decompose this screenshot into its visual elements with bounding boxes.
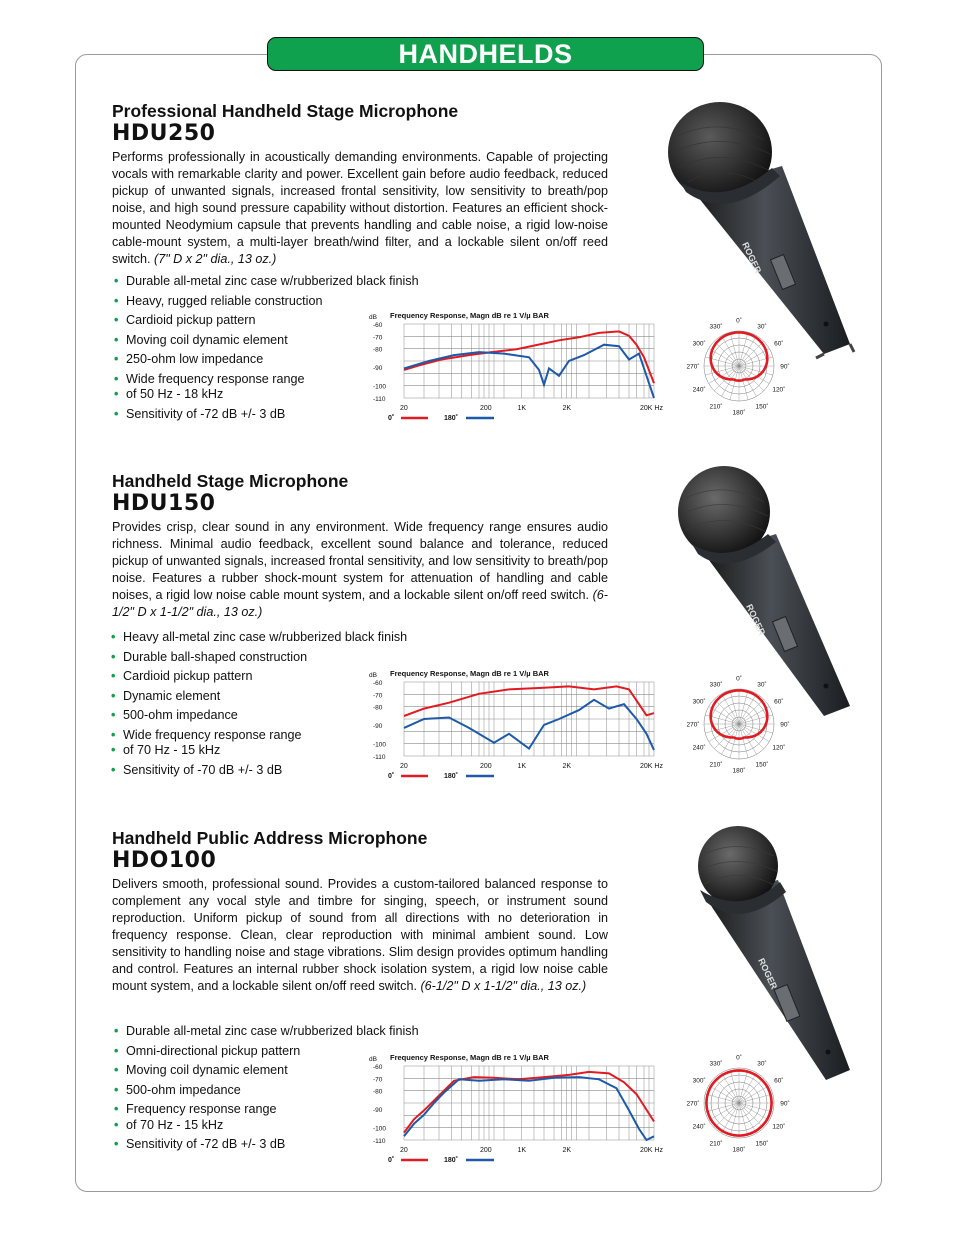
polar-angle-label: 30˚	[757, 323, 767, 331]
chart-y-tick-label: -70	[373, 1076, 383, 1084]
product-dimensions: (7" D x 2" dia., 13 oz.)	[154, 252, 277, 266]
feature-item: • 500-ohm impedance	[111, 708, 407, 724]
chart-y-tick-label: -80	[373, 704, 383, 712]
chart-y-tick-label: -60	[373, 322, 383, 329]
polar-angle-label: 30˚	[757, 1060, 767, 1068]
polar-angle-label: 0˚	[736, 317, 742, 325]
polar-angle-label: 150˚	[755, 403, 769, 411]
chart-x-tick-label: 20K Hz	[640, 763, 663, 770]
chart-x-tick-label: 20K Hz	[640, 405, 663, 412]
feature-item: • Sensitivity of -70 dB +/- 3 dB	[111, 763, 407, 779]
product-model: HDO100	[112, 848, 217, 873]
chart-title: Frequency Response, Magn dB re 1 V/µ BAR	[390, 1053, 549, 1062]
polar-angle-label: 120˚	[772, 1123, 786, 1131]
mic-brand-label: ROGER	[740, 240, 764, 275]
feature-item: • 250-ohm low impedance	[114, 352, 419, 368]
chart-unit-label: dB	[369, 314, 377, 321]
chart-x-tick-label: 2K	[562, 763, 572, 770]
chart-y-tick-label: -100	[373, 383, 387, 391]
feature-item-cont: • of 70 Hz - 15 kHz	[111, 743, 407, 759]
product-model: HDU250	[112, 121, 216, 146]
chart-y-tick-label: -110	[373, 754, 386, 761]
microphone-image	[676, 820, 866, 1082]
polar-angle-label: 240˚	[692, 744, 706, 752]
feature-item: • Heavy all-metal zinc case w/rubberized black finish	[111, 630, 407, 646]
polar-angle-label: 210˚	[709, 403, 723, 411]
feature-item: • 500-ohm impedance	[114, 1083, 419, 1099]
feature-item-cont: • of 70 Hz - 15 kHz	[114, 1118, 419, 1134]
polar-angle-label: 240˚	[692, 1123, 706, 1131]
polar-angle-label: 180˚	[732, 409, 746, 417]
product-description: Performs professionally in acoustically demanding environments. Capable of projecting vocals with remarkable clarity and power. Excellent gain before audio feedback, reduced pickup of unwanted signals, increased frontal sensitivity, low sensitivity to breath/pop noise, and high sound pressure capability without distortion. Features an efficient shock-mounted Neodymium capsule that prevents handling and cable noise, a rigid low-noise cable-mount system, a multi-layer breath/wind filter, and a lockable silent on/off reed switch. (7" D x 2" dia., 13 oz.)	[112, 150, 608, 266]
microphone-image	[664, 96, 860, 358]
chart-legend-label: 0˚	[388, 1157, 395, 1164]
feature-item: • Cardioid pickup pattern	[114, 313, 419, 329]
chart-unit-label: dB	[369, 672, 377, 679]
polar-angle-label: 180˚	[732, 767, 746, 775]
product-subtitle: Handheld Public Address Microphone	[112, 828, 428, 848]
polar-angle-label: 60˚	[774, 1077, 784, 1085]
chart-y-tick-label: -110	[373, 396, 386, 403]
chart-series-rear	[404, 700, 654, 750]
chart-unit-label: dB	[369, 1056, 377, 1063]
feature-item: • Durable ball-shaped construction	[111, 650, 407, 666]
chart-legend-label: 0˚	[388, 415, 395, 422]
chart-y-tick-label: -90	[373, 1107, 383, 1115]
chart-y-tick-label: -70	[373, 334, 383, 342]
section-banner: HANDHELDS	[267, 37, 704, 71]
product-dimensions: (6-1/2" D x 1-1/2" dia., 13 oz.)	[112, 588, 608, 619]
chart-title: Frequency Response, Magn dB re 1 V/µ BAR	[390, 311, 549, 320]
chart-x-tick-label: 200	[480, 763, 492, 770]
feature-item: • Wide frequency response range	[111, 728, 407, 744]
product-dimensions: (6-1/2" D x 1-1/2" dia., 13 oz.)	[420, 979, 587, 993]
chart-legend-label: 0˚	[388, 773, 395, 780]
chart-series-front	[404, 686, 654, 716]
product-model: HDU150	[112, 491, 216, 516]
chart-y-tick-label: -100	[373, 741, 387, 749]
microphone-image	[668, 456, 864, 718]
chart-y-tick-label: -60	[373, 1064, 383, 1071]
chart-title: Frequency Response, Magn dB re 1 V/µ BAR	[390, 669, 549, 678]
polar-angle-label: 150˚	[755, 1140, 769, 1148]
product-hdo100	[112, 828, 612, 995]
product-subtitle: Professional Handheld Stage Microphone	[112, 101, 459, 121]
polar-angle-label: 240˚	[692, 386, 706, 394]
chart-y-tick-label: -80	[373, 346, 383, 354]
chart-legend-label: 180˚	[444, 415, 459, 422]
chart-x-tick-label: 20	[400, 405, 408, 412]
polar-angle-label: 330˚	[709, 681, 723, 689]
polar-angle-label: 0˚	[736, 675, 742, 683]
feature-list	[111, 630, 407, 778]
polar-angle-label: 120˚	[772, 744, 786, 752]
feature-item: • Moving coil dynamic element	[114, 333, 419, 349]
feature-item: • Omni-directional pickup pattern	[114, 1044, 419, 1060]
chart-y-tick-label: -70	[373, 692, 383, 700]
chart-x-tick-label: 20K Hz	[640, 1147, 663, 1154]
polar-angle-label: 90˚	[780, 721, 790, 729]
polar-angle-label: 120˚	[772, 386, 786, 394]
product-hdu250	[112, 101, 612, 268]
product-description: Delivers smooth, professional sound. Provides a custom-tailored balanced response to complement any vocal style and timbre for singing, speech, or instrument sound reproduction. Uniform pickup of sound from all directions with no deterioration in frequency response. Clean, clear reproduction with minimal ambient sound. Low sensitivity to handling noise and stage vibrations. Slim design provides optimum handling and control. Features an internal rubber shock isolation system, a rigid low noise cable mount system, and a lockable silent on/off reed switch. (6-1/2" D x 1-1/2" dia., 13 oz.)	[112, 877, 608, 993]
chart-x-tick-label: 1K	[517, 763, 527, 770]
chart-legend-label: 180˚	[444, 1157, 459, 1164]
polar-angle-label: 210˚	[709, 1140, 723, 1148]
polar-angle-label: 270˚	[686, 721, 700, 729]
frequency-response-chart	[368, 666, 663, 782]
feature-item: • Durable all-metal zinc case w/rubberized black finish	[114, 1024, 419, 1040]
chart-y-tick-label: -80	[373, 1088, 383, 1096]
frequency-response-chart	[368, 1050, 663, 1166]
mic-brand-label: ROGER	[744, 602, 768, 637]
polar-angle-label: 300˚	[692, 698, 706, 706]
chart-y-tick-label: -90	[373, 365, 383, 373]
polar-angle-label: 90˚	[780, 363, 790, 371]
chart-x-tick-label: 1K	[517, 405, 527, 412]
polar-angle-label: 150˚	[755, 761, 769, 769]
polar-angle-label: 330˚	[709, 323, 723, 331]
chart-series-rear	[404, 1077, 654, 1140]
feature-item: • Sensitivity of -72 dB +/- 3 dB	[114, 1137, 419, 1153]
feature-item: • Sensitivity of -72 dB +/- 3 dB	[114, 407, 419, 423]
feature-item: • Heavy, rugged reliable construction	[114, 294, 419, 310]
chart-y-tick-label: -60	[373, 680, 383, 687]
chart-y-tick-label: -90	[373, 723, 383, 731]
feature-item: • Moving coil dynamic element	[114, 1063, 419, 1079]
polar-angle-label: 330˚	[709, 1060, 723, 1068]
chart-y-tick-label: -110	[373, 1138, 386, 1145]
chart-series-rear	[404, 345, 654, 398]
chart-x-tick-label: 2K	[562, 1147, 572, 1154]
polar-angle-label: 180˚	[732, 1146, 746, 1154]
polar-angle-label: 90˚	[780, 1100, 790, 1108]
frequency-response-chart	[368, 308, 663, 424]
feature-item: • Wide frequency response range	[114, 372, 419, 388]
feature-item: • Frequency response range	[114, 1102, 419, 1118]
polar-angle-label: 60˚	[774, 340, 784, 348]
chart-x-tick-label: 1K	[517, 1147, 527, 1154]
polar-angle-label: 300˚	[692, 340, 706, 348]
product-hdu150	[112, 471, 612, 621]
polar-angle-label: 300˚	[692, 1077, 706, 1085]
chart-x-tick-label: 20	[400, 1147, 408, 1154]
polar-angle-label: 270˚	[686, 363, 700, 371]
product-description: Provides crisp, clear sound in any environment. Wide frequency range ensures audio richness. Minimal audio feedback, excellent sound balance and tolerance, reduced pickup of unwanted signals, increased frontal sensitivity, and low sensitivity to breath/pop noise. Features a rubber shock-mount system for attenuation of handling and cable noises, a rigid low noise cable mount system, and a lockable silent on/off reed switch. (6-1/2" D x 1-1/2" dia., 13 oz.)	[112, 520, 608, 619]
feature-item: • Dynamic element	[111, 689, 407, 705]
mic-brand-label: ROGER	[756, 956, 780, 991]
chart-x-tick-label: 200	[480, 1147, 492, 1154]
chart-x-tick-label: 2K	[562, 405, 572, 412]
product-subtitle: Handheld Stage Microphone	[112, 471, 349, 491]
polar-angle-label: 210˚	[709, 761, 723, 769]
chart-legend-label: 180˚	[444, 773, 459, 780]
polar-angle-label: 0˚	[736, 1054, 742, 1062]
polar-angle-label: 60˚	[774, 698, 784, 706]
polar-angle-label: 270˚	[686, 1100, 700, 1108]
polar-angle-label: 30˚	[757, 681, 767, 689]
chart-y-tick-label: -100	[373, 1125, 387, 1133]
chart-x-tick-label: 200	[480, 405, 492, 412]
feature-item: • Cardioid pickup pattern	[111, 669, 407, 685]
feature-item: • Durable all-metal zinc case w/rubberized black finish	[114, 274, 419, 290]
chart-x-tick-label: 20	[400, 763, 408, 770]
feature-item-cont: • of 50 Hz - 18 kHz	[114, 387, 419, 403]
